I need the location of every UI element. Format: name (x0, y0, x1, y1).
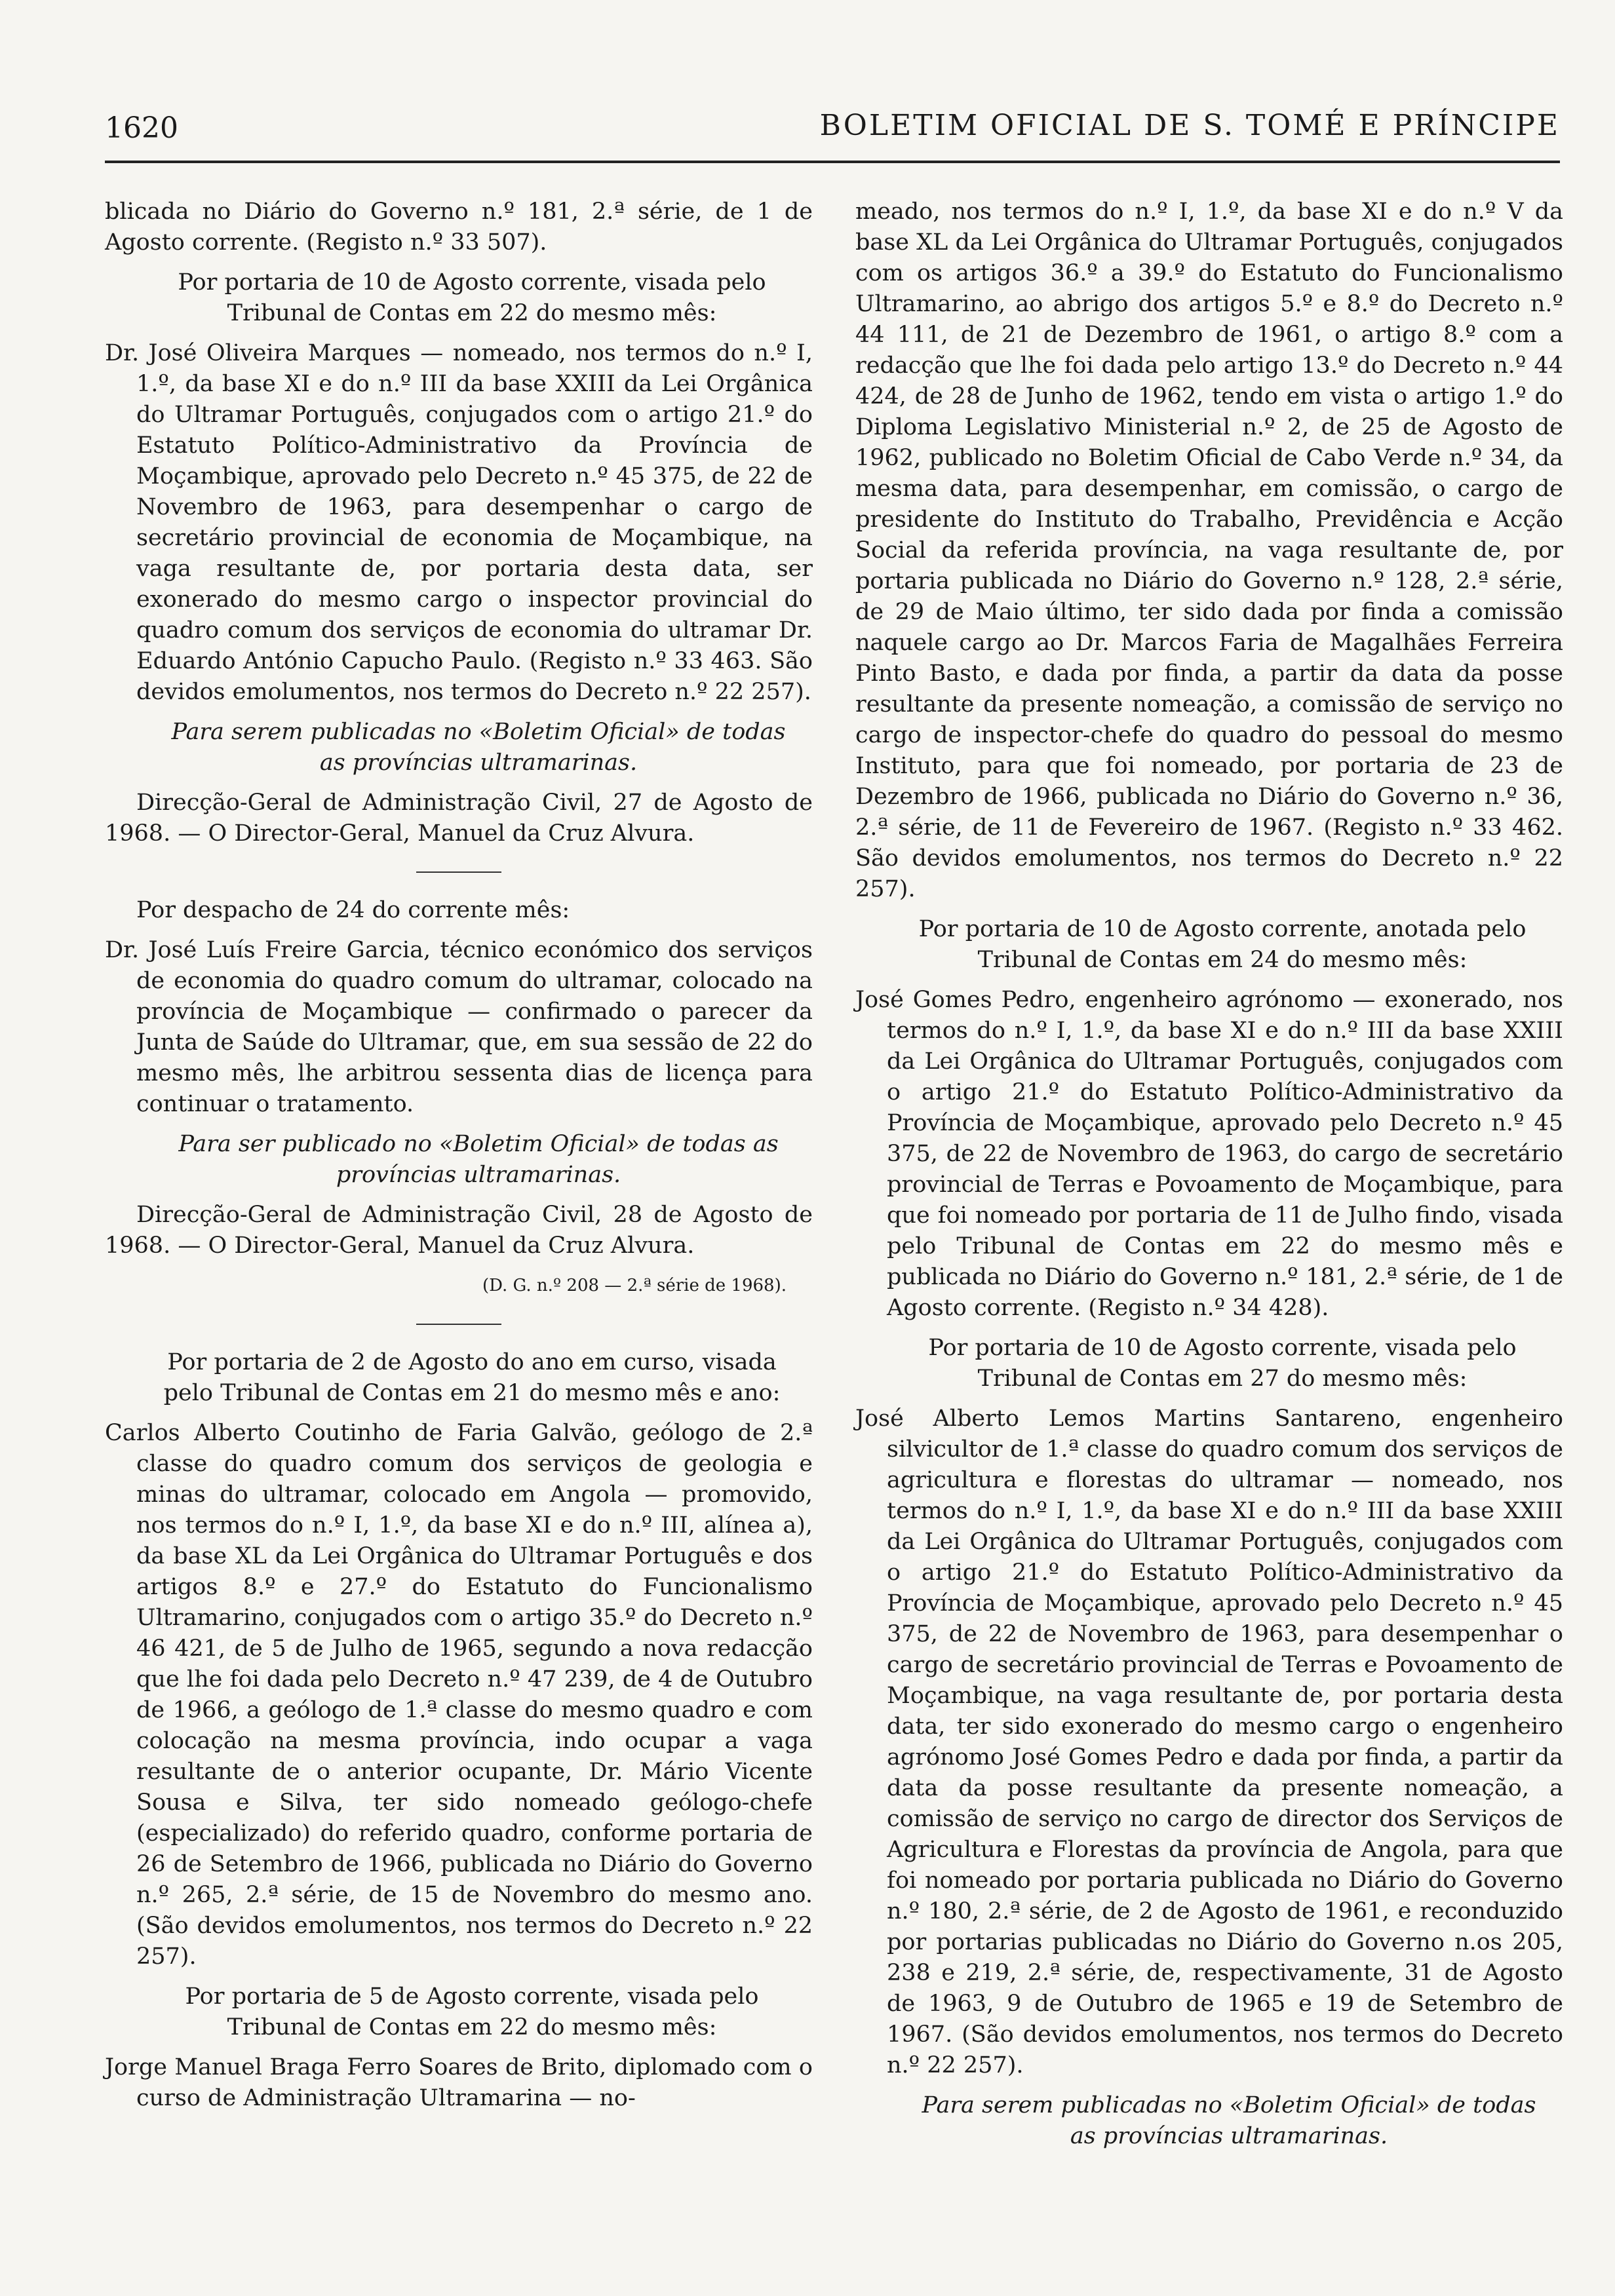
section-divider (416, 1324, 501, 1325)
appointment-entry: José Gomes Pedro, engenheiro agrónomo — exonerado, nos termos do n.º I, 1.º, da base XI e do n.º III da base XXIII da Lei Orgânica do Ultramar Português, conjugados com o artigo 21.º do Estatuto Político-Administrativo da Província de Moçambique, aprovado pelo Decreto n.º 45 375, de 22 de Novembro de 1963, do cargo de secretário provincial de Terras e Povoamento de Moçambique, para que foi nomeado por portaria de 11 de Julho findo, visada pelo Tribunal de Contas em 22 do mesmo mês e publicada no Diário do Governo n.º 181, 2.ª série, de 1 de Agosto corrente. (Registo n.º 34 428). (855, 987, 1563, 1321)
despacho-intro: Por despacho de 24 do corrente mês: (136, 897, 570, 923)
appointment-entry: Carlos Alberto Coutinho de Faria Galvão, geólogo de 2.ª classe do quadro comum dos serviços de geologia e minas do ultramar, colocado em Angola — promovido, nos termos do n.º I, 1.º, da base XI e do n.º III, alínea a), da base XL da Lei Orgânica do Ultramar Português e dos artigos 8.º e 27.º do Estatuto do Funcionalismo Ultramarino, conjugados com o artigo 35.º do Decreto n.º 46 421, de 5 de Julho de 1965, segundo a nova redacção que lhe foi dada pelo Decreto n.º 47 239, de 4 de Outubro de 1966, a geólogo de 1.ª classe do mesmo quadro e com colocação na mesma província, indo ocupar a vaga resultante de o anterior ocupante, Dr. Mário Vicente Sousa e Silva, ter sido nomeado geólogo-chefe (especializado) do referido quadro, conforme portaria de 26 de Setembro de 1966, publicada no Diário do Governo n.º 265, 2.ª série, de 15 de Novembro do mesmo ano. (São devidos emolumentos, nos termos do Decreto n.º 22 257). (105, 1420, 813, 1970)
publication-note: Para serem publicadas no «Boletim Oficial» de todas as províncias ultramarinas. (171, 719, 786, 776)
header-rule (105, 161, 1560, 163)
portaria-intro: Por portaria de 10 de Agosto corrente, visada pelo Tribunal de Contas em 22 do mesmo mês: (178, 269, 766, 326)
portaria-intro: Por portaria de 2 de Agosto do ano em curso, visada pelo Tribunal de Contas em 21 do mesmo mês e ano: (163, 1349, 781, 1406)
paragraph: meado, nos termos do n.º I, 1.º, da base XI e do n.º V da base XL da Lei Orgânica do Ultramar Português, conjugados com os artigos 36.º a 39.º do Estatuto do Funcionalismo Ultramarino, ao abrigo dos artigos 5.º e 8.º do Decreto n.º 44 111, de 21 de Dezembro de 1961, o artigo 8.º com a redacção que lhe foi dada pelo artigo 13.º do Decreto n.º 44 424, de 28 de Junho de 1962, tendo em vista o artigo 1.º do Diploma Legislativo Ministerial n.º 2, de 25 de Agosto de 1962, publicado no Boletim Oficial de Cabo Verde n.º 34, da mesma data, para desempenhar, em comissão, o cargo de presidente do Instituto do Trabalho, Previdência e Acção Social da referida província, na vaga resultante de, por portaria publicada no Diário do Governo n.º 128, 2.ª série, de 29 de Maio último, ter sido dada por finda a comissão naquele cargo ao Dr. Marcos Faria de Magalhães Ferreira Pinto Basto, e dada por finda, a partir da data da posse resultante da presente nomeação, a comissão de serviço no cargo de inspector-chefe do quadro do pessoal do mesmo Instituto, para que foi nomeado, por portaria de 23 de Dezembro de 1966, publicada no Diário do Governo n.º 36, 2.ª série, de 11 de Fevereiro de 1967. (Registo n.º 33 462. São devidos emolumentos, nos termos do Decreto n.º 22 257). (855, 199, 1563, 902)
publication-note: Para ser publicado no «Boletim Oficial» de todas as províncias ultramarinas. (178, 1131, 779, 1188)
appointment-entry: Dr. José Oliveira Marques — nomeado, nos termos do n.º I, 1.º, da base XI e do n.º III da base XXIII da Lei Orgânica do Ultramar Português, conjugados com o artigo 21.º do Estatuto Político-Administrativo da Província de Moçambique, aprovado pelo Decreto n.º 45 375, de 22 de Novembro de 1963, para desempenhar o cargo de secretário provincial de economia de Moçambique, na vaga resultante de, por portaria desta data, ser exonerado do mesmo cargo o inspector provincial do quadro comum dos serviços de economia do ultramar Dr. Eduardo António Capucho Paulo. (Registo n.º 33 463. São devidos emolumentos, nos termos do Decreto n.º 22 257). (105, 340, 813, 705)
page-header (105, 97, 1560, 156)
appointment-entry: José Alberto Lemos Martins Santareno, engenheiro silvicultor de 1.ª classe do quadro comum dos serviços de agricultura e florestas do ultramar — nomeado, nos termos do n.º I, 1.º, da base XI e do n.º III da base XXIII da Lei Orgânica do Ultramar Português, conjugados com o artigo 21.º do Estatuto Político-Administrativo da Província de Moçambique, aprovado pelo Decreto n.º 45 375, de 22 de Novembro de 1963, para desempenhar o cargo de secretário provincial de Terras e Povoamento de Moçambique, na vaga resultante de, por portaria desta data, ter sido exonerado do mesmo cargo o engenheiro agrónomo José Gomes Pedro e dada por finda, a partir da data da posse resultante da presente nomeação, a comissão de serviço no cargo de director dos Serviços de Agricultura e Florestas da província de Angola, para que foi nomeado por portaria publicada no Diário do Governo n.º 180, 2.ª série, de 2 de Agosto de 1961, e reconduzido por portarias publicadas no Diário do Governo n.os 205, 238 e 219, 2.ª série, de, respectivamente, 31 de Agosto de 1963, 9 de Outubro de 1965 e 19 de Setembro de 1967. (São devidos emolumentos, nos termos do Decreto n.º 22 257). (855, 1406, 1563, 2078)
section-divider (416, 871, 501, 873)
portaria-intro: Por portaria de 10 de Agosto corrente, anotada pelo Tribunal de Contas em 24 do mesmo mês: (918, 916, 1527, 973)
portaria-intro: Por portaria de 5 de Agosto corrente, visada pelo Tribunal de Contas em 22 do mesmo mês: (185, 1983, 759, 2040)
journal-title: BOLETIM OFICIAL DE S. TOMÉ E PRÍNCIPE (819, 109, 1560, 142)
paragraph: blicada no Diário do Governo n.º 181, 2.ª série, de 1 de Agosto corrente. (Registo n.º 33 507). (105, 199, 813, 256)
page-number: 1620 (105, 111, 178, 145)
signature-line: Direcção-Geral de Administração Civil, 27 de Agosto de 1968. — O Director-Geral, Manuel da Cruz Alvura. (105, 790, 813, 847)
appointment-entry: Dr. José Luís Freire Garcia, técnico económico dos serviços de economia do quadro comum do ultramar, colocado na província de Moçambique — confirmado o parecer da Junta de Saúde do Ultramar, que, em sua sessão de 22 do mesmo mês, lhe arbitrou sessenta dias de licença para continuar o tratamento. (105, 937, 813, 1117)
appointment-entry: Jorge Manuel Braga Ferro Soares de Brito, diplomado com o curso de Administração Ultramarina — no- (105, 2054, 813, 2111)
left-column (105, 197, 813, 2123)
signature-line: Direcção-Geral de Administração Civil, 28 de Agosto de 1968. — O Director-Geral, Manuel da Cruz Alvura. (105, 1202, 813, 1259)
publication-note: Para serem publicadas no «Boletim Oficial» de todas as províncias ultramarinas. (922, 2092, 1536, 2149)
right-column (855, 197, 1563, 2161)
portaria-intro: Por portaria de 10 de Agosto corrente, visada pelo Tribunal de Contas em 27 do mesmo mês: (928, 1335, 1517, 1392)
source-reference: (D. G. n.º 208 — 2.ª série de 1968). (482, 1276, 787, 1295)
